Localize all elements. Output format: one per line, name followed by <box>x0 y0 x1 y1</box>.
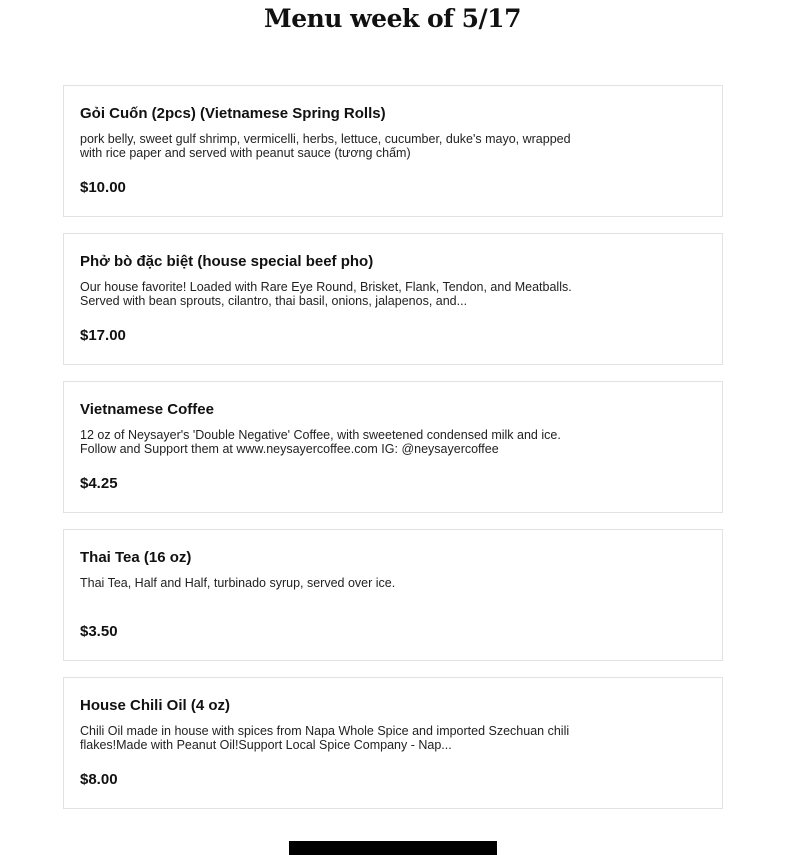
page-title: Menu week of 5/17 <box>264 4 521 33</box>
bottom-action-button[interactable] <box>289 841 497 855</box>
menu-list <box>63 85 723 825</box>
menu-item-price: $10.00 <box>80 179 126 196</box>
menu-item-house-chili-oil[interactable] <box>63 677 723 809</box>
menu-item-description: pork belly, sweet gulf shrimp, vermicelli, herbs, lettuce, cucumber, duke's mayo, wrapped with rice paper and served with peanut sauce (tương chấm) <box>80 132 571 160</box>
menu-item-description: 12 oz of Neysayer's 'Double Negative' Coffee, with sweetened condensed milk and ice. Follow and Support them at www.neysayercoffee.com IG: @neysayercoffee <box>80 428 561 456</box>
menu-item-vietnamese-coffee[interactable] <box>63 381 723 513</box>
menu-item-description: Our house favorite! Loaded with Rare Eye Round, Brisket, Flank, Tendon, and Meatballs. Served with bean sprouts, cilantro, thai basil, onions, jalapenos, and... <box>80 280 572 308</box>
menu-item-price: $3.50 <box>80 623 118 640</box>
menu-item-price: $17.00 <box>80 327 126 344</box>
menu-item-price: $8.00 <box>80 771 118 788</box>
menu-item-name: Gỏi Cuốn (2pcs) (Vietnamese Spring Rolls) <box>80 105 386 122</box>
menu-item-name: Vietnamese Coffee <box>80 401 214 418</box>
menu-item-description: Thai Tea, Half and Half, turbinado syrup, served over ice. <box>80 576 396 590</box>
menu-item-thai-tea[interactable] <box>63 529 723 661</box>
menu-item-description: Chili Oil made in house with spices from Napa Whole Spice and imported Szechuan chili flakes!Made with Peanut Oil!Support Local Spice Company - Nap... <box>80 724 570 752</box>
menu-item-pho-dac-biet[interactable] <box>63 233 723 365</box>
menu-item-price: $4.25 <box>80 475 118 492</box>
menu-item-name: Thai Tea (16 oz) <box>80 549 192 566</box>
menu-item-name: Phở bò đặc biệt (house special beef pho) <box>80 253 374 270</box>
menu-item-name: House Chili Oil (4 oz) <box>80 697 231 714</box>
menu-item-goi-cuon[interactable] <box>63 85 723 217</box>
